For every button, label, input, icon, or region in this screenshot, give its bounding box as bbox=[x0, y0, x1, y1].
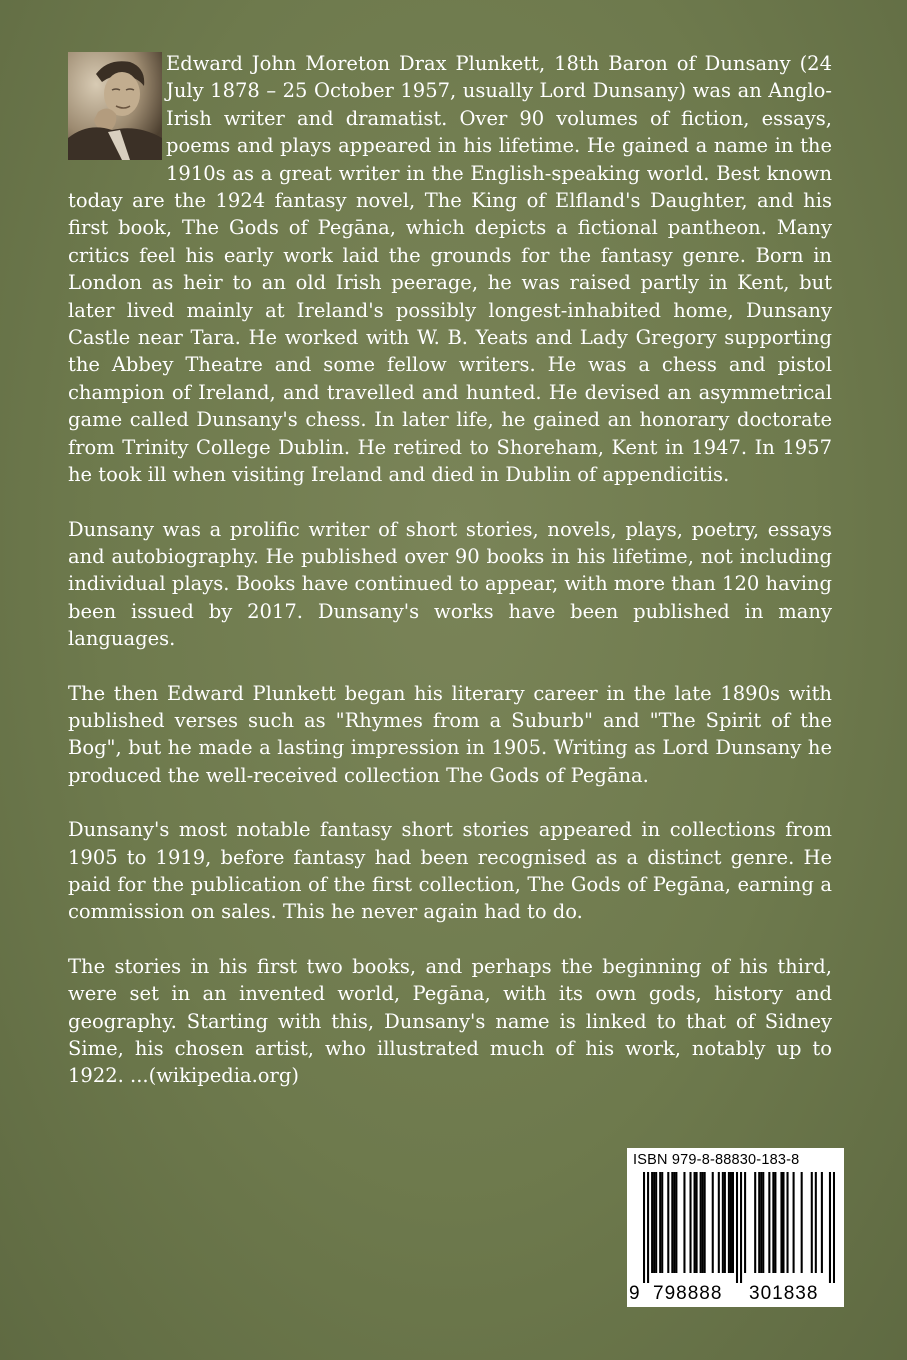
barcode-bar-30 bbox=[760, 1172, 762, 1273]
barcode-bar-35 bbox=[780, 1172, 782, 1273]
author-portrait bbox=[68, 52, 162, 160]
barcode-bar-6 bbox=[661, 1172, 663, 1273]
barcode-bar-31 bbox=[762, 1172, 764, 1273]
barcode-bar-10 bbox=[675, 1172, 677, 1273]
barcode-bar-8 bbox=[671, 1172, 673, 1273]
barcode-bar-17 bbox=[704, 1172, 706, 1273]
barcode-bar-15 bbox=[700, 1172, 702, 1273]
barcode-bar-37 bbox=[786, 1172, 788, 1273]
barcode-bar-1 bbox=[647, 1172, 649, 1283]
barcode-bar-40 bbox=[811, 1172, 813, 1273]
barcode-bar-21 bbox=[724, 1172, 726, 1273]
barcode-bar-9 bbox=[673, 1172, 675, 1273]
blurb-text bbox=[68, 50, 832, 1117]
barcode-bar-12 bbox=[689, 1172, 691, 1273]
barcode-bar-43 bbox=[829, 1172, 831, 1283]
barcode-bar-29 bbox=[758, 1172, 760, 1273]
barcode-bar-44 bbox=[833, 1172, 835, 1283]
barcode-bar-39 bbox=[801, 1172, 803, 1273]
barcode-bar-2 bbox=[651, 1172, 653, 1273]
barcode-bar-33 bbox=[772, 1172, 774, 1273]
barcode-bar-34 bbox=[774, 1172, 776, 1273]
barcode-bar-25 bbox=[736, 1172, 738, 1283]
barcode-bar-11 bbox=[683, 1172, 685, 1273]
barcode-bar-42 bbox=[821, 1172, 823, 1273]
author-portrait-image bbox=[68, 52, 162, 160]
barcode-bar-38 bbox=[793, 1172, 795, 1273]
paragraph-short-stories: Dunsany's most notable fantasy short stories appeared in collections from 1905 to 1919, before fantasy had been recognised as a distinct genre. He paid for the publication of the first collection, The Gods of Pegāna, earning a commission on sales. This he never again had to do. bbox=[68, 818, 832, 924]
paragraph-pegana: The stories in his first two books, and perhaps the beginning of his third, were set in an invented world, Pegāna, with its own gods, history and geography. Starting with this, Dunsany's name is linked to that of Sidney Sime, his chosen artist, who illustrated much of his work, notably up to 1922. ...(wikipedia.org) bbox=[68, 954, 832, 1088]
isbn-label: ISBN 979-8-88830-183-8 bbox=[633, 1152, 800, 1168]
barcode-bar-7 bbox=[667, 1172, 669, 1273]
barcode-bar-27 bbox=[744, 1172, 746, 1273]
barcode-bar-5 bbox=[659, 1172, 661, 1273]
barcode-bar-20 bbox=[722, 1172, 724, 1273]
barcode-bar-4 bbox=[655, 1172, 657, 1273]
barcode-bar-32 bbox=[768, 1172, 770, 1273]
barcode-bar-14 bbox=[696, 1172, 698, 1273]
barcode-bar-24 bbox=[732, 1172, 734, 1273]
barcode-bar-23 bbox=[730, 1172, 732, 1273]
barcode-lead-digit: 9 bbox=[629, 1283, 641, 1304]
barcode-right-digits: 301838 bbox=[749, 1283, 819, 1304]
barcode-bars bbox=[643, 1172, 835, 1283]
barcode-bar-36 bbox=[782, 1172, 784, 1273]
paragraph-biography: Edward John Moreton Drax Plunkett, 18th Baron of Dunsany (24 July 1878 – 25 October 1957, usually Lord Dunsany) was an Anglo-Irish writer and dramatist. Over 90 volumes of fiction, essays, poems and plays appeared in his lifetime. He gained a name in the 1910s as a great writer in the English-speaking world. Best known today are the 1924 fantasy novel, The King of Elfland's Daughter, and his first book, The Gods of Pegāna, which depicts a fictional pantheon. Many critics feel his early work laid the grounds for the fantasy genre. Born in London as heir to an old Irish peerage, he was raised partly in Kent, but later lived mainly at Ireland's possibly longest-inhabited home, Dunsany Castle near Tara. He worked with W. B. Yeats and Lady Gregory supporting the Abbey Theatre and some fellow writers. He was a chess and pistol champion of Ireland, and travelled and hunted. He devised an asymmetrical game called Dunsany's chess. In later life, he gained an honorary doctorate from Trinity College Dublin. He retired to Shoreham, Kent in 1947. In 1957 he took ill when visiting Ireland and died in Dublin of appendicitis. bbox=[68, 52, 832, 487]
barcode-bar-19 bbox=[718, 1172, 720, 1273]
barcode-left-digits: 798888 bbox=[653, 1283, 723, 1304]
barcode-bar-28 bbox=[754, 1172, 756, 1273]
paragraph-career: The then Edward Plunkett began his literary career in the late 1890s with published verses such as "Rhymes from a Suburb" and "The Spirit of the Bog", but he made a lasting impression in 1905. Writing as Lord Dunsany he produced the well-received collection The Gods of Pegāna. bbox=[68, 681, 832, 787]
barcode-bar-41 bbox=[815, 1172, 817, 1273]
isbn-barcode bbox=[627, 1148, 844, 1307]
barcode-bar-0 bbox=[643, 1172, 645, 1283]
barcode-bar-22 bbox=[728, 1172, 730, 1273]
paragraph-bibliography: Dunsany was a prolific writer of short stories, novels, plays, poetry, essays and autobiography. He published over 90 books in his lifetime, not including individual plays. Books have continued to appear, with more than 120 having been issued by 2017. Dunsany's works have been published in many languages. bbox=[68, 517, 832, 651]
barcode-bar-26 bbox=[740, 1172, 742, 1283]
barcode-bar-16 bbox=[702, 1172, 704, 1273]
barcode-bar-3 bbox=[653, 1172, 655, 1273]
barcode-bar-13 bbox=[694, 1172, 696, 1273]
barcode-bar-18 bbox=[712, 1172, 714, 1273]
